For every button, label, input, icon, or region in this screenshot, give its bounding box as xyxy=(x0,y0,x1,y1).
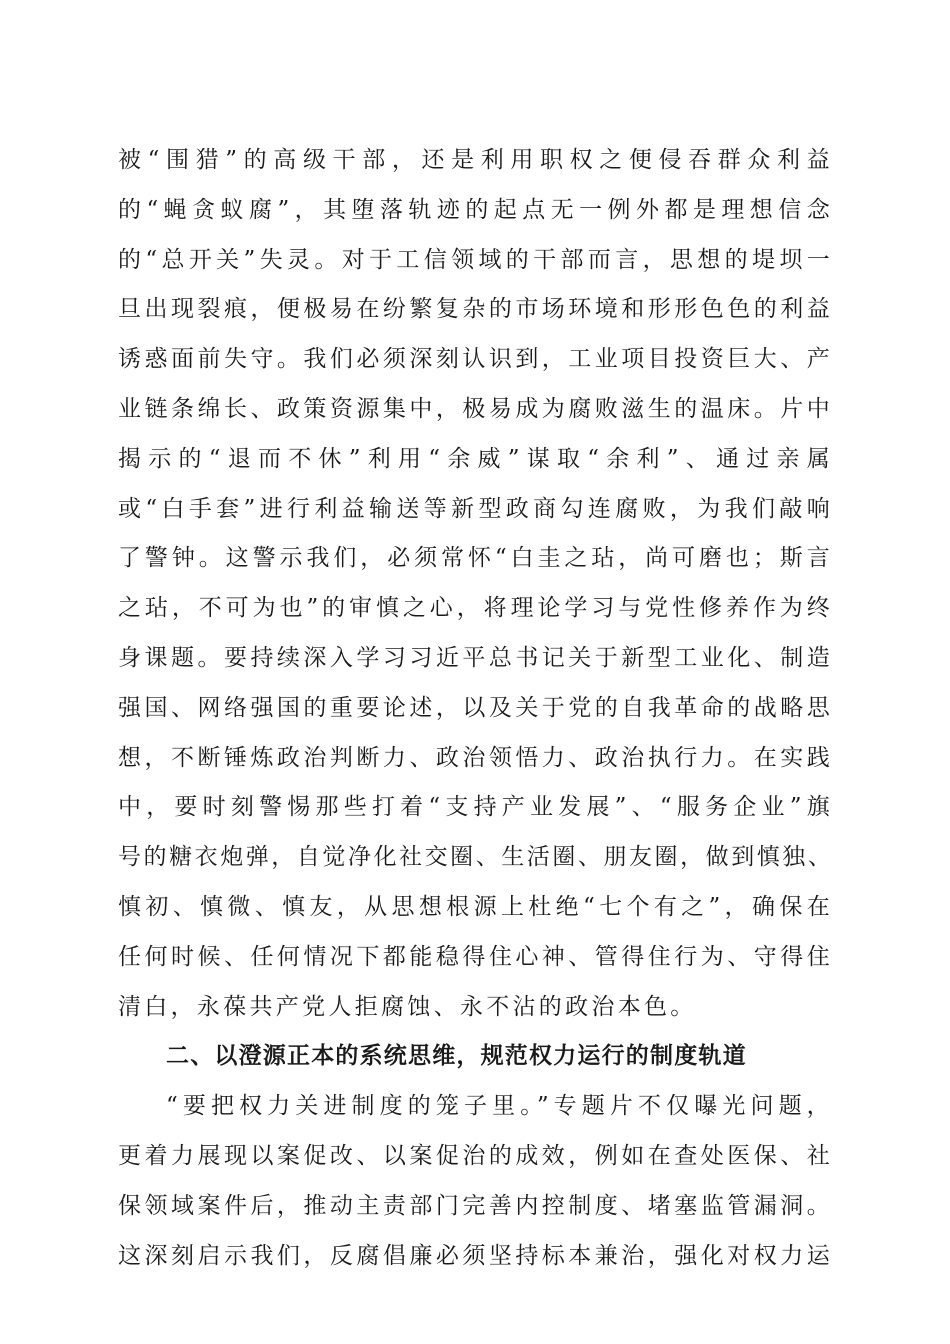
text-line: 想，不断锤炼政治判断力、政治领悟力、政治执行力。在实践 xyxy=(118,744,833,771)
text-line: 号的糖衣炮弹，自觉净化社交圈、生活圈、朋友圈，做到慎独、 xyxy=(118,844,834,871)
text-line: 强国、网络强国的重要论述，以及关于党的自我革命的战略思 xyxy=(118,694,833,721)
text-line: 清白，永葆共产党人拒腐蚀、永不沾的政治本色。 xyxy=(118,993,697,1020)
paragraph-2 xyxy=(118,1082,833,1281)
text-line: 任何时候、任何情况下都能稳得住心神、管得住行为、守得住 xyxy=(118,943,833,970)
text-line: 这深刻启示我们，反腐倡廉必须坚持标本兼治，强化对权力运 xyxy=(118,1242,833,1269)
text-line: 或“白手套”进行利益输送等新型政商勾连腐败，为我们敲响 xyxy=(118,495,833,522)
text-line: 慎初、慎微、慎友，从思想根源上杜绝“七个有之”，确保在 xyxy=(118,893,833,920)
text-line: “要把权力关进制度的笼子里。”专题片不仅曝光问题， xyxy=(166,1093,833,1120)
text-line: 被“围猎”的高级干部，还是利用职权之便侵吞群众利益 xyxy=(118,147,833,173)
text-line: 身课题。要持续深入学习习近平总书记关于新型工业化、制造 xyxy=(118,644,833,671)
text-line: 更着力展现以案促改、以案促治的成效，例如在查处医保、社 xyxy=(118,1142,833,1169)
text-line: 的“总开关”失灵。对于工信领域的干部而言，思想的堤坝一 xyxy=(118,246,833,273)
document-body xyxy=(118,136,833,1281)
text-line: 揭示的“退而不休”利用“余威”谋取“余利”、通过亲属 xyxy=(118,445,833,472)
text-line: 诱惑面前失守。我们必须深刻认识到，工业项目投资巨大、产 xyxy=(118,346,833,373)
text-line: 了警钟。这警示我们，必须常怀“白圭之玷，尚可磨也；斯言 xyxy=(118,545,833,572)
paragraph-1 xyxy=(118,136,833,1032)
section-heading: 二、以澄源正本的系统思维，规范权力运行的制度轨道 xyxy=(166,1043,747,1070)
text-line: 旦出现裂痕，便极易在纷繁复杂的市场环境和形形色色的利益 xyxy=(118,296,833,323)
text-line: 保领域案件后，推动主责部门完善内控制度、堵塞监管漏洞。 xyxy=(118,1192,833,1219)
text-line: 的“蝇贪蚁腐”，其堕落轨迹的起点无一例外都是理想信念 xyxy=(118,196,833,223)
text-line: 业链条绵长、政策资源集中，极易成为腐败滋生的温床。片中 xyxy=(118,395,833,422)
text-line: 中，要时刻警惕那些打着“支持产业发展”、“服务企业”旗 xyxy=(118,794,833,821)
text-line: 之玷，不可为也”的审慎之心，将理论学习与党性修养作为终 xyxy=(118,595,833,622)
